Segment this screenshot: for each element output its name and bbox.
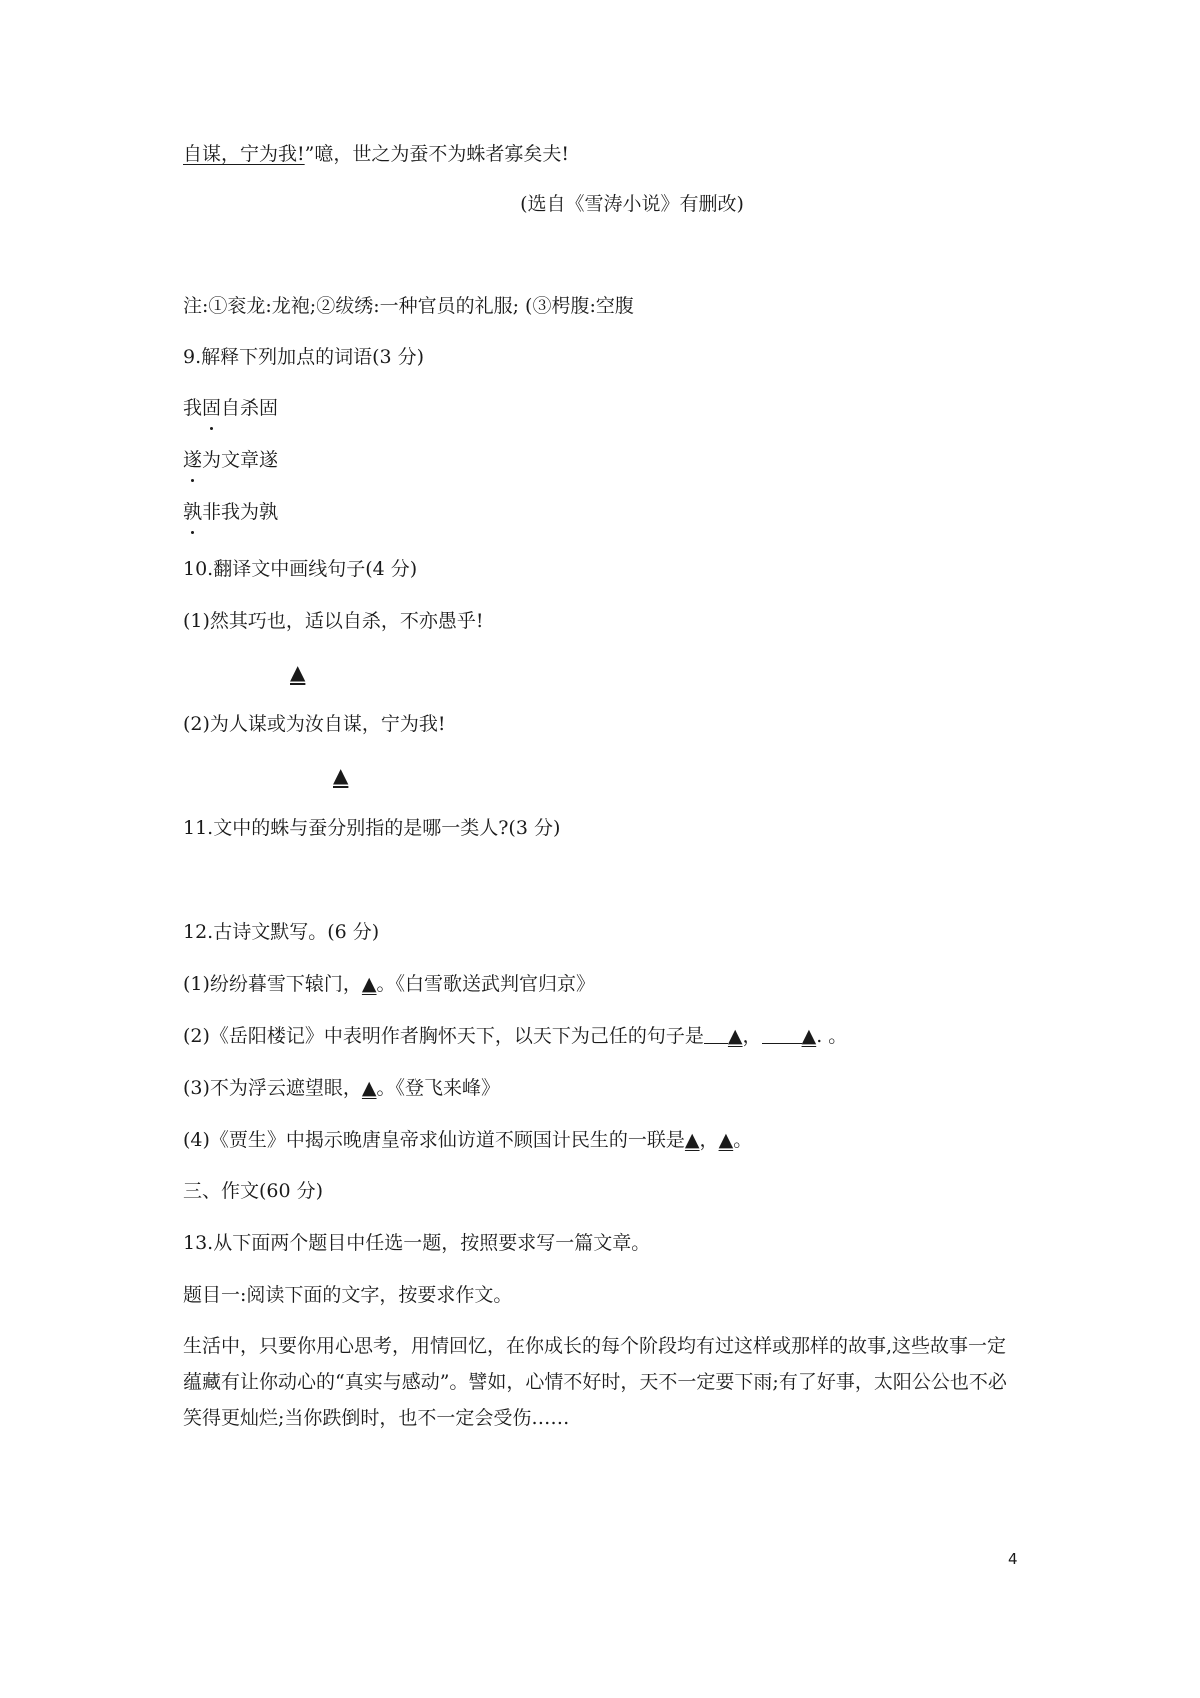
q12-line-4 — [183, 1126, 752, 1154]
q9-item-1-post: 自杀固 — [221, 397, 279, 419]
intro-rest: ”噫，世之为蚕不为蛛者寡矣夫! — [304, 143, 569, 165]
q12-title: 12.古诗文默写。(6 分) — [183, 921, 380, 943]
q12-line-2 — [183, 1022, 847, 1050]
intro-underlined: 自谋，宁为我! — [183, 143, 305, 165]
q9-item-2-dotted: 遂 — [183, 446, 202, 474]
q9-item-2 — [183, 446, 278, 474]
q9-title: 9.解释下列加点的词语(3 分) — [183, 346, 425, 368]
q9-item-1 — [183, 394, 278, 422]
q12-line-1-text: (1)纷纷暮雪下辕门， — [183, 973, 362, 995]
q12-line-4-text: (4)《贾生》中揭示晚唐皇帝求仙访道不顾国计民生的一联是 — [183, 1129, 685, 1151]
q12-line-2-blank-2 — [762, 1025, 802, 1044]
q12-line-4-sep: ， — [699, 1129, 719, 1151]
q13-title: 13.从下面两个题目中任选一题，按照要求写一篇文章。 — [183, 1232, 651, 1254]
q9-item-2-post: 为文章遂 — [202, 449, 279, 471]
page-number: 4 — [1008, 1550, 1018, 1568]
q12-line-1 — [183, 970, 595, 998]
q9-item-1-pre: 我 — [183, 397, 203, 419]
q11-title: 11.文中的蛛与蚕分别指的是哪一类人?(3 分) — [183, 817, 561, 839]
q12-line-2-mark-2: ▲ — [801, 1025, 817, 1047]
q10-sentence-1: (1)然其巧也，适以自杀，不亦愚乎! — [183, 610, 484, 632]
q12-line-3-mark: ▲ — [361, 1077, 377, 1099]
q12-line-3-source: 。《登飞来峰》 — [376, 1077, 501, 1099]
q10-answer-mark-1: ▲ — [290, 660, 306, 684]
q12-line-1-mark: ▲ — [361, 973, 377, 995]
q12-line-1-source: 。《白雪歌送武判官归京》 — [376, 973, 596, 995]
q12-line-4-end: 。 — [733, 1129, 753, 1151]
q12-line-2-end: . 。 — [816, 1025, 848, 1047]
q12-line-2-sep: ， — [742, 1025, 762, 1047]
section-3-heading: 三、作文(60 分) — [183, 1180, 324, 1202]
q9-item-3 — [183, 498, 278, 526]
footnote: 注:①衮龙:龙袍;②绂绣:一种官员的礼服; (③枵腹:空腹 — [183, 295, 634, 317]
q10-sentence-2: (2)为人谋或为汝自谋，宁为我! — [183, 713, 446, 735]
q10-answer-mark-2: ▲ — [333, 763, 349, 787]
q12-line-2-blank-1 — [704, 1025, 728, 1044]
q9-item-3-dotted: 孰 — [183, 498, 202, 526]
q12-line-2-text: (2)《岳阳楼记》中表明作者胸怀天下，以天下为己任的句子是 — [183, 1025, 704, 1047]
q12-line-4-mark-1: ▲ — [684, 1129, 700, 1151]
q12-line-2-mark-1: ▲ — [727, 1025, 743, 1047]
q9-item-1-dotted: 固 — [202, 394, 221, 422]
q13-passage: 生活中，只要你用心思考，用情回忆，在你成长的每个阶段均有过这样或那样的故事,这些故事一定蕴藏有让你动心的“真实与感动”。譬如，心情不好时，天不一定要下雨;有了好事，太阳公公也不必笑得更灿烂;当你跌倒时，也不一定会受伤…… — [183, 1335, 1007, 1429]
q12-line-4-mark-2: ▲ — [718, 1129, 734, 1151]
q12-line-3-text: (3)不为浮云遮望眼， — [183, 1077, 362, 1099]
q9-item-3-post: 非我为孰 — [202, 501, 279, 523]
q10-title: 10.翻译文中画线句子(4 分) — [183, 558, 418, 580]
q12-line-3 — [183, 1074, 500, 1102]
source-citation: (选自《雪涛小说》有删改) — [520, 193, 744, 215]
q13-topic-1: 题目一:阅读下面的文字，按要求作文。 — [183, 1284, 513, 1306]
intro-line — [183, 140, 569, 168]
